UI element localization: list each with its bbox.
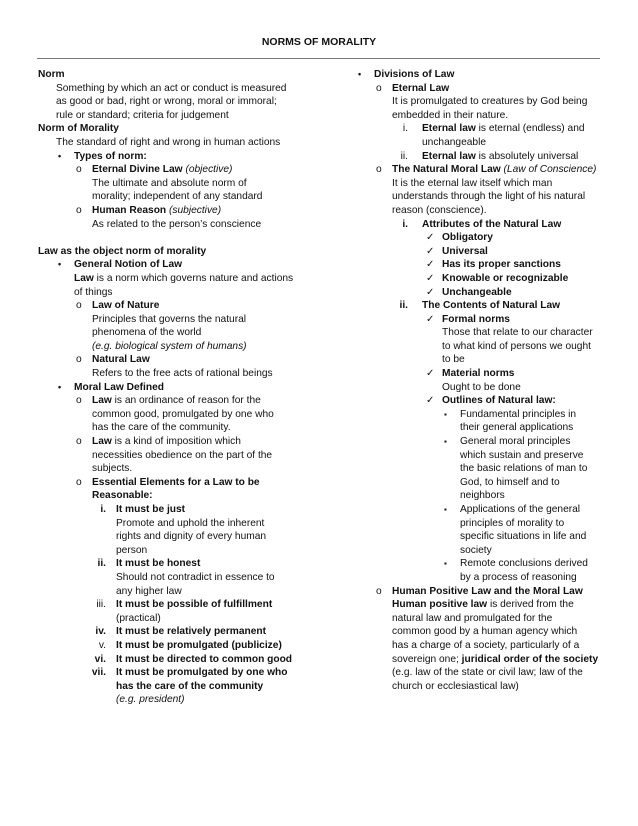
circle-marker: o (76, 354, 82, 366)
law-desc-1: Law is a norm which governs nature and actions (74, 272, 294, 284)
hpl-desc-5: sovereign one; juridical order of the society (392, 653, 599, 665)
outline-item-3: ▪ Applications of the general (444, 504, 581, 515)
norm-def-1: Something by which an act or conduct is measured (56, 82, 287, 94)
outline-item-2-line: the basic relations of man to (460, 463, 588, 475)
element-7-title: vii. It must be promulgated by one who (38, 666, 334, 680)
outline-item-2-line: God, to himself and to (460, 476, 560, 488)
roman-marker: iii. (96, 599, 106, 611)
element-7-example: (e.g. president) (116, 694, 185, 706)
law-of-nature-example: (e.g. biological system of humans) (92, 340, 247, 352)
law-of-nature-desc-2: phenomena of the world (92, 327, 202, 339)
circle-marker: o (76, 476, 82, 488)
eternal-divine-desc-1: The ultimate and absolute norm of (92, 177, 247, 189)
eternal-law-desc-2: embedded in their nature. (392, 109, 509, 121)
natural-moral-desc-2: understands through the light of his natural (392, 191, 586, 203)
outline-item-4: ▪ Remote conclusions derived (444, 558, 588, 570)
human-reason-desc: As related to the person’s conscience (92, 218, 262, 230)
element-5-title: v. It must be promulgated (publicize) (38, 639, 334, 653)
roman-marker: ii. (400, 150, 408, 162)
eternal-divine-desc-2: morality; independent of any standard (92, 191, 263, 203)
general-notion-of-law: • General Notion of Law (58, 259, 183, 271)
square-bullet-icon: ▪ (444, 505, 447, 514)
norm-heading: Norm (38, 69, 65, 80)
element-2-title: ii. It must be honest (38, 557, 334, 571)
roman-marker: v. (98, 639, 106, 651)
bullet-marker: • (358, 69, 362, 79)
formal-norms-desc-3: to be (442, 354, 465, 366)
element-1-title: i. It must be just (38, 503, 334, 517)
attributes-heading: i. Attributes of the Natural Law (338, 218, 600, 232)
hpl-desc-6: (e.g. law of the state or civil law; law of the (392, 667, 583, 679)
law-heading: Law as the object norm of morality (38, 245, 207, 257)
circle-marker: o (76, 204, 82, 216)
circle-marker: o (76, 164, 82, 176)
law-desc-2: of things (74, 286, 113, 298)
divisions-of-law: • Divisions of Law (358, 69, 455, 80)
eternal-law-point-1-line2: unchangeable (422, 136, 487, 148)
check-icon: ✓ (426, 368, 435, 380)
roman-marker: i. (402, 123, 408, 135)
bullet-marker: • (58, 150, 62, 161)
square-bullet-icon: ▪ (444, 559, 447, 569)
roman-marker: i. (100, 504, 106, 515)
outline-item-2: ▪ General moral principles (444, 436, 571, 448)
page-title: NORMS OF MORALITY (261, 36, 377, 48)
norm-of-morality-def: The standard of right and wrong in human actions (56, 136, 281, 148)
check-icon: ✓ (426, 259, 435, 271)
outline-item-2-line: neighbors (460, 490, 505, 502)
bullet-marker: • (58, 259, 62, 270)
roman-marker: ii. (399, 300, 408, 312)
check-icon: ✓ (426, 272, 435, 284)
formal-norms: ✓ Formal norms (426, 313, 510, 325)
hpl-desc-7: church or ecclesiastical law) (392, 680, 519, 692)
material-norms: ✓ Material norms (426, 368, 515, 380)
outline-item-3-line: society (460, 544, 492, 556)
roman-marker: vii. (91, 667, 106, 679)
norm-of-morality-heading: Norm of Morality (38, 123, 119, 135)
outline-item-3-line: principles of morality to (460, 517, 565, 529)
right-column (338, 68, 600, 693)
element-2-desc-2: any higher law (116, 585, 182, 597)
types-of-norm: • Types of norm: (58, 150, 147, 162)
element-6-title: vi. It must be directed to common good (38, 653, 334, 667)
moral-def-2: o Law is a kind of imposition which (76, 436, 241, 448)
human-positive-law-heading: o Human Positive Law and the Moral Law (376, 585, 583, 597)
outline-item-2-line: which sustain and preserve (460, 449, 584, 461)
roman-marker: ii. (97, 558, 106, 570)
outline-item-4-line: by a process of reasoning (460, 571, 577, 583)
check-icon: ✓ (426, 395, 435, 407)
eternal-law: o Eternal Law (376, 82, 450, 94)
check-icon: ✓ (426, 232, 435, 244)
circle-marker: o (376, 585, 382, 597)
hpl-desc-4: has a charge of a society, particularly of a (392, 639, 580, 651)
natural-law-desc: Refers to the free acts of rational beings (92, 368, 273, 380)
moral-law-defined: • Moral Law Defined (58, 381, 165, 393)
formal-norms-desc-2: to what kind of persons we ought (442, 340, 591, 352)
moral-def-1: o Law is an ordinance of reason for the (76, 395, 261, 407)
essential-elements: o Essential Elements for a Law to be (76, 476, 260, 488)
contents-heading: ii. The Contents of Natural Law (338, 299, 600, 313)
element-1-desc-1: Promote and uphold the inherent (116, 517, 265, 529)
law-of-nature-desc-1: Principles that governs the natural (92, 313, 247, 325)
circle-marker: o (76, 395, 82, 407)
hpl-desc-3: common good by a human agency which (392, 626, 578, 638)
square-bullet-icon: ▪ (444, 437, 447, 447)
outline-item-1: ▪ Fundamental principles in (444, 408, 577, 420)
element-7-title-2: has the care of the community (116, 680, 264, 692)
element-1-desc-2: rights and dignity of every human (116, 531, 267, 543)
element-3-desc: (practical) (116, 612, 161, 624)
bullet-marker: • (58, 381, 62, 392)
attribute-item: ✓ Knowable or recognizable (426, 272, 569, 284)
element-2-desc-1: Should not contradict in essence to (116, 571, 275, 583)
moral-def-1-line3: has the care of the community. (92, 422, 231, 434)
law-of-nature: o Law of Nature (76, 300, 160, 312)
outlines-heading: ✓ Outlines of Natural law: (426, 395, 556, 407)
check-icon: ✓ (426, 286, 435, 298)
outline-item-3-line: specific situations in life and (460, 531, 587, 543)
check-icon: ✓ (426, 245, 435, 257)
element-1-desc-3: person (116, 544, 148, 556)
title-divider (37, 58, 600, 59)
moral-def-2-line2: necessities obedience on the part of the (92, 449, 273, 461)
hpl-desc-1: Human positive law is derived from the (392, 599, 574, 611)
norm-def-2: as good or bad, right or wrong, moral or immoral; (56, 96, 277, 108)
natural-moral-law: o The Natural Moral Law (Law of Conscience) (376, 164, 597, 176)
natural-moral-desc-3: reason (conscience). (392, 204, 487, 216)
norm-def-3: rule or standard; criteria for judgement (56, 109, 229, 121)
human-reason: o Human Reason (subjective) (76, 204, 222, 216)
attribute-item: ✓ Obligatory (426, 232, 493, 244)
hpl-desc-2: natural law and promulgated for the (392, 612, 553, 624)
attribute-item: ✓ Universal (426, 245, 488, 257)
eternal-divine-law: o Eternal Divine Law (objective) (76, 164, 233, 176)
moral-def-1-line2: common good, promulgated by one who (92, 408, 274, 420)
left-column (38, 68, 334, 707)
square-bullet-icon: ▪ (444, 409, 447, 419)
natural-moral-desc-1: It is the eternal law itself which man (392, 177, 553, 189)
roman-marker: i. (402, 218, 408, 230)
circle-marker: o (376, 82, 382, 94)
element-3-title: iii. It must be possible of fulfillment (38, 598, 334, 612)
attribute-item: ✓ Unchangeable (426, 286, 512, 298)
circle-marker: o (376, 164, 382, 176)
attribute-item: ✓ Has its proper sanctions (426, 259, 561, 271)
moral-def-2-line3: subjects. (92, 463, 133, 475)
element-4-title: iv. It must be relatively permanent (38, 625, 334, 639)
outline-item-1-line: their general applications (460, 422, 574, 434)
circle-marker: o (76, 300, 82, 312)
essential-elements-line2: Reasonable: (92, 490, 153, 502)
roman-marker: iv. (95, 626, 106, 638)
eternal-law-desc-1: It is promulgated to creatures by God being (392, 96, 588, 108)
eternal-law-point-2: ii. Eternal law is absolutely universal (338, 150, 600, 164)
material-norms-desc: Ought to be done (442, 381, 521, 393)
natural-law: o Natural Law (76, 354, 150, 366)
check-icon: ✓ (426, 313, 435, 325)
roman-marker: vi. (94, 653, 106, 665)
formal-norms-desc-1: Those that relate to our character (442, 327, 593, 339)
circle-marker: o (76, 436, 82, 448)
eternal-law-point-1: i. Eternal law is eternal (endless) and (338, 122, 600, 136)
